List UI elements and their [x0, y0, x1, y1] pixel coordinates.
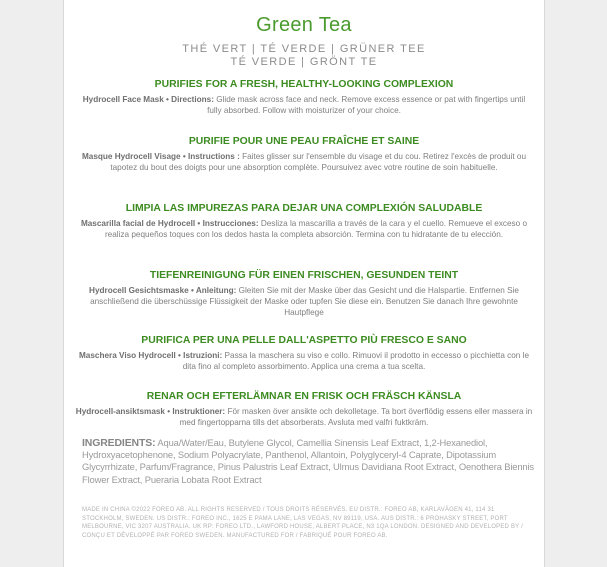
section-german — [74, 269, 534, 318]
section-text: Gleiten Sie mit der Maske über das Gesicht und die Halspartie. Entfernen Sie anschließend die überschüssige Flüssigkeit der Maske oder tupfen Sie diese ein. Benutzen Sie danach Ihre gewohnte Hautpflege — [90, 286, 519, 317]
section-body — [74, 218, 534, 240]
section-label: Hydrocell Face Mask • Directions: — [82, 95, 214, 104]
section-italian — [74, 334, 534, 372]
section-spanish — [74, 202, 534, 240]
section-swedish — [74, 390, 534, 428]
section-label: Masque Hydrocell Visage • Instructions : — [81, 152, 240, 161]
section-text: För masken över ansikte och dekolletage. Ta bort överflödig essens eller massera in med fingertopparna tills det absorberats. Avsluta med valfri fuktkräm. — [179, 407, 533, 427]
section-label: Maschera Viso Hydrocell • Istruzioni: — [78, 351, 223, 360]
section-heading: PURIFICA PER UNA PELLE DALL'ASPETTO PIÙ FRESCO E SANO — [141, 335, 467, 346]
section-text: Passa la maschera su viso e collo. Rimuovi il prodotto in eccesso o picchietta con le dita fino al completo assorbimento. Applica una crema a tua scelta. — [182, 351, 530, 371]
section-label: Hydrocell-ansiktsmask • Instruktioner: — [75, 407, 226, 416]
ingredients-label: INGREDIENTS: — [82, 437, 156, 449]
section-heading: PURIFIE POUR UNE PEAU FRAÎCHE ET SAINE — [188, 136, 420, 147]
section-body — [74, 350, 534, 372]
section-heading: PURIFIES FOR A FRESH, HEALTHY-LOOKING COMPLEXION — [154, 79, 454, 90]
ingredients-text: Aqua/Water/Eau, Butylene Glycol, Camellia Sinensis Leaf Extract, 1,2-Hexanediol, Hydroxyacetophenone, Sodium Polyacrylate, Panthenol, Allantoin, Polyglyceryl-4 Caprate, Dipotassium Glycyrrhizate, Parfum/Fragrance, Pinus Palustris Leaf Extract, Ulmus Davidiana Root Extract, Oenothera Biennis Flower Extract, Pueraria Lobata Root Extract — [82, 437, 534, 485]
section-text: Faites glisser sur l'ensemble du visage et du cou. Retirez l'excès de produit ou tapotez du bout des doigts pour une absorption complète. Poursuivez avec votre routine de soin habituelle. — [110, 152, 527, 172]
ingredients-list — [82, 437, 534, 486]
section-body — [74, 151, 534, 173]
section-heading: TIEFENREINIGUNG FÜR EINEN FRISCHEN, GESUNDEN TEINT — [149, 270, 459, 281]
section-label: Hydrocell Gesichtsmaske • Anleitung: — [89, 286, 237, 295]
section-english — [74, 78, 534, 116]
translated-names-line-2: TÉ VERDE | GRÖNT TE — [230, 56, 378, 68]
product-label-card — [63, 0, 545, 567]
translated-names-line-1: THÉ VERT | TÉ VERDE | GRÜNER TEE — [182, 43, 426, 55]
section-body — [74, 285, 534, 318]
section-heading: LIMPIA LAS IMPUREZAS PARA DEJAR UNA COMPLEXIÓN SALUDABLE — [125, 203, 483, 214]
section-heading: RENAR OCH EFTERLÄMNAR EN FRISK OCH FRÄSCH KÄNSLA — [146, 391, 462, 402]
product-title: Green Tea — [256, 14, 352, 36]
section-text: Desliza la mascarilla a través de la cara y el cuello. Remueve el exceso o realiza pequeños toques con los dedos hasta la completa absorción. Termina con tu hidratante de tu elección. — [104, 219, 528, 239]
section-label: Mascarilla facial de Hydrocell • Instrucciones: — [80, 219, 259, 228]
section-text: Glide mask across face and neck. Remove excess essence or pat with fingertips until fully absorbed. Follow with moisturizer of your choice. — [207, 95, 526, 115]
section-body — [74, 406, 534, 428]
section-french — [74, 135, 534, 173]
section-body — [74, 94, 534, 116]
legal-notice: MADE IN CHINA ©2022 FOREO AB. ALL RIGHTS RESERVED / TOUS DROITS RÉSERVÉS. EU DISTR.: FOREO AB, KARLAVÄGEN 41, 114 31 STOCKHOLM, SWEDEN. US DISTR.: FOREO INC., 1625 E PAMA LANE, LAS VEGAS, NV 89119, USA. AUS DISTR.: 6 PROHASKY STREET, PORT MELBOURNE, VIC 3207 AUSTRALIA. UK RP: FOREO LTD., LAWFORD HOUSE, ALBERT PLACE, N3 1QA LONDON. DESIGNED AND DEVELOPED BY / CONÇU ET DÉVELOPPÉ PAR FOREO SWEDEN. MANUFACTURED FOR / FABRIQUÉ POUR FOREO AB. — [82, 507, 523, 539]
